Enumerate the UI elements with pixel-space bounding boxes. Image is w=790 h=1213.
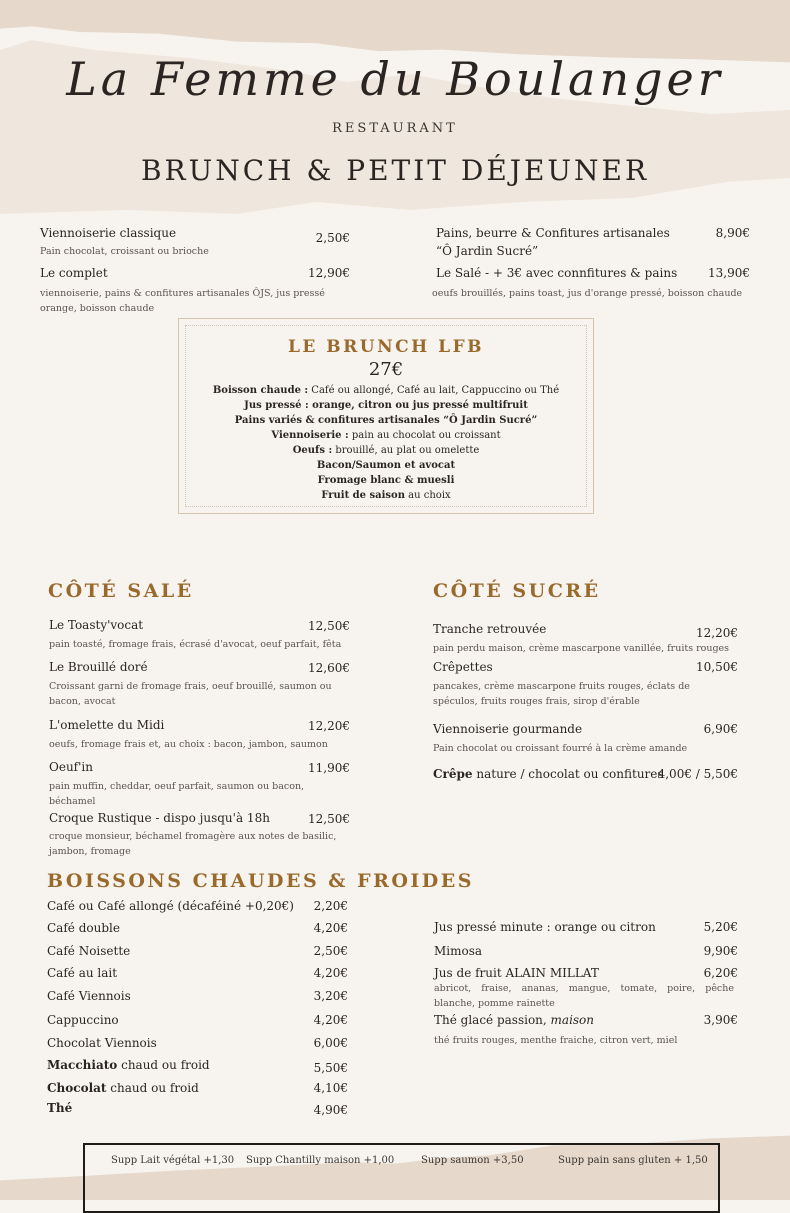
item-name: Pains, beurre & Confitures artisanales (436, 226, 670, 240)
item-price: 12,50€ (308, 812, 350, 826)
drink-price: 4,20€ (313, 966, 348, 980)
supplement-item: Supp saumon +3,50 (421, 1155, 524, 1166)
supplements-box (83, 1143, 720, 1213)
drink-price: 5,20€ (703, 920, 738, 934)
drink-price: 5,50€ (313, 1061, 348, 1075)
item-name: Le Salé - + 3€ avec connfitures & pains (436, 266, 678, 280)
drink-price: 6,20€ (703, 966, 738, 980)
drink-name: Chocolat chaud ou froid (47, 1081, 199, 1095)
restaurant-name: La Femme du Boulanger (66, 52, 724, 106)
item-price: 2,50€ (315, 231, 350, 245)
drink-price: 4,20€ (313, 921, 348, 935)
item-name: Tranche retrouvée (433, 622, 547, 636)
supplement-item: Supp Lait végétal +1,30 (111, 1155, 235, 1166)
drink-name: Chocolat Viennois (47, 1036, 157, 1050)
item-name: Crêpettes (433, 660, 493, 674)
item-price: 8,90€ (715, 226, 750, 240)
drink-name: Café au lait (47, 966, 118, 980)
item-price: 12,50€ (308, 619, 350, 633)
brunch-line: Jus pressé : orange, citron ou jus pressé multifruit (244, 400, 528, 411)
item-name: Crêpe nature / chocolat ou confitures (433, 767, 664, 781)
item-desc: Croissant garni de fromage frais, oeuf brouillé, saumon ou bacon, avocat (49, 681, 332, 707)
drink-price: 6,00€ (313, 1036, 348, 1050)
item-name: Le complet (40, 266, 108, 280)
section-title-drinks: BOISSONS CHAUDES & FROIDES (47, 870, 474, 892)
section-title-sucre: CÔTÉ SUCRÉ (433, 580, 601, 602)
item-name: Le Brouillé doré (49, 660, 148, 674)
item-name: Le Toasty'vocat (49, 618, 144, 632)
drink-name: Mimosa (434, 944, 483, 958)
item-name-line2: “Ô Jardin Sucré” (436, 244, 539, 258)
item-desc: Pain chocolat ou croissant fourré à la crème amande (433, 743, 688, 754)
brunch-lines (179, 383, 593, 503)
drink-desc: abricot, fraise, ananas, mangue, tomate, poire, pêche blanche, pomme rainette (434, 983, 734, 1009)
item-desc: pain perdu maison, crème mascarpone vanillée, fruits rouges (433, 643, 730, 654)
drink-price: 4,20€ (313, 1013, 348, 1027)
item-price: 12,20€ (696, 626, 738, 640)
item-price: 13,90€ (708, 266, 750, 280)
item-desc: pain toasté, fromage frais, écrasé d'avocat, oeuf parfait, fêta (49, 639, 342, 650)
brunch-price: 27€ (368, 359, 404, 380)
menu-title: BRUNCH & PETIT DÉJEUNER (140, 154, 650, 187)
drink-name: Café double (47, 921, 120, 935)
drink-name: Cappuccino (47, 1013, 119, 1027)
section-title-sale: CÔTÉ SALÉ (48, 580, 194, 602)
item-desc: oeufs, fromage frais et, au choix : bacon, jambon, saumon (49, 739, 328, 750)
drink-name: Jus de fruit ALAIN MILLAT (434, 966, 599, 980)
item-price: 12,90€ (308, 266, 350, 280)
item-name: Croque Rustique - dispo jusqu'à 18h (49, 811, 270, 825)
item-price: 12,60€ (308, 661, 350, 675)
brunch-line: Viennoiserie : pain au chocolat ou croissant (271, 430, 501, 441)
item-price: 11,90€ (308, 761, 350, 775)
brunch-line: Bacon/Saumon et avocat (316, 460, 456, 471)
brunch-line: Pains variés & confitures artisanales “Ô Jardin Sucré” (234, 415, 538, 426)
item-name: Viennoiserie gourmande (433, 722, 583, 736)
drink-name: Café Viennois (47, 989, 131, 1003)
item-price: 6,90€ (703, 722, 738, 736)
drink-price: 2,20€ (313, 899, 348, 913)
drink-price: 4,10€ (313, 1081, 348, 1095)
item-name: Oeuf'in (49, 760, 93, 774)
supplement-item: Supp Chantilly maison +1,00 (246, 1155, 395, 1166)
drink-name: Thé (47, 1101, 73, 1115)
drink-name: Thé glacé passion, maison (434, 1013, 595, 1027)
brunch-title: LE BRUNCH LFB (287, 337, 485, 357)
brunch-line: Oeufs : brouillé, au plat ou omelette (292, 445, 480, 456)
item-desc: pain muffin, cheddar, oeuf parfait, saumon ou bacon, béchamel (49, 781, 305, 807)
drink-price: 3,20€ (313, 989, 348, 1003)
item-price: 12,20€ (308, 719, 350, 733)
item-desc: viennoiserie, pains & confitures artisanales ÔJS, jus pressé orange, boisson chaude (40, 288, 325, 314)
drink-name: Macchiato chaud ou froid (47, 1058, 210, 1072)
brunch-box (178, 318, 594, 514)
brunch-line: Fruit de saison au choix (321, 490, 451, 501)
drink-price: 9,90€ (703, 944, 738, 958)
drink-price: 4,90€ (313, 1103, 348, 1117)
item-name: L'omelette du Midi (49, 718, 165, 732)
item-desc: croque monsieur, béchamel fromagère aux notes de basilic, jambon, fromage (49, 831, 337, 857)
drink-desc: thé fruits rouges, menthe fraiche, citron vert, miel (434, 1035, 678, 1046)
drink-name: Café ou Café allongé (décaféiné +0,20€) (47, 899, 294, 913)
brunch-line: Boisson chaude : Café ou allongé, Café au lait, Cappuccino ou Thé (212, 385, 560, 396)
item-desc: Pain chocolat, croissant ou brioche (40, 246, 209, 257)
drink-price: 3,90€ (703, 1013, 738, 1027)
drink-name: Café Noisette (47, 944, 131, 958)
item-desc: pancakes, crème mascarpone fruits rouges, éclats de spéculos, fruits rouges frais, sirop d'érable (433, 681, 690, 707)
drink-price: 2,50€ (313, 944, 348, 958)
brunch-line: Fromage blanc & muesli (317, 475, 455, 486)
item-name: Viennoiserie classique (40, 226, 177, 240)
item-price: 10,50€ (696, 660, 738, 674)
item-desc: oeufs brouillés, pains toast, jus d'orange pressé, boisson chaude (432, 288, 743, 299)
supplement-item: Supp pain sans gluten + 1,50 (558, 1155, 708, 1166)
item-price: 4,00€ / 5,50€ (657, 767, 738, 781)
restaurant-subtitle: RESTAURANT (332, 121, 458, 136)
drink-name: Jus pressé minute : orange ou citron (434, 920, 656, 934)
